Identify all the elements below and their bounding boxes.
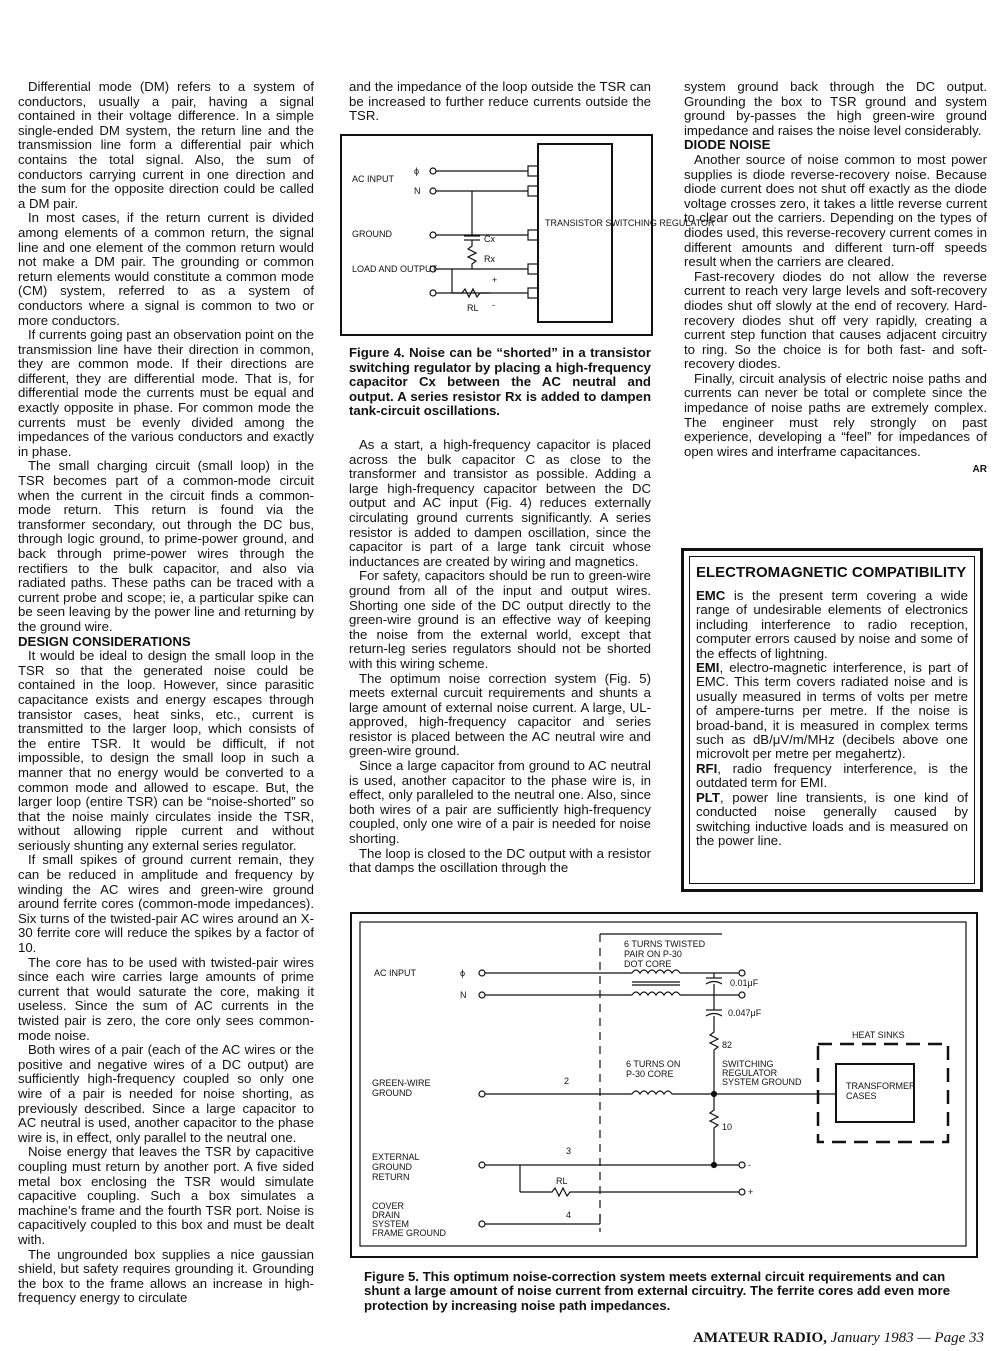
- definition: , radio frequency interference, is the outdated term for EMI.: [696, 760, 968, 791]
- page-footer: [693, 1330, 984, 1347]
- label-minus: -: [492, 300, 495, 310]
- label-turns-twisted-2: PAIR ON P-30: [624, 949, 682, 959]
- paragraph: If small spikes of ground current remain, they can be reduced in amplitude and frequency by winding the AC wires and green-wire ground around ferrite cores (common-mode impedances). Six turns of the twisted-pair AC wires around an X-30 ferrite core will reduce the spikes by a factor of 10.: [18, 852, 314, 956]
- label-plus: +: [492, 275, 498, 285]
- text-column-2-continued: [349, 438, 651, 876]
- label-node-4: 4: [566, 1210, 572, 1220]
- emc-sidebar-box: [681, 548, 983, 892]
- paragraph: Noise energy that leaves the TSR by capacitive coupling must return by another port. A five sided metal box enclosing the TSR would simulate capacitive coupling. Such a box simulates a machine’s frame and the fourth TSR port. Noise is capacitively coupled to this box and must be dealt with.: [18, 1144, 314, 1247]
- paragraph: For safety, capacitors should be run to green-wire ground from all of the input and output wires. Shorting one side of the DC output directly to the green-wire ground is an effective way of keeping the noise from the external world, except that return-leg series regulators should not be shorted with this wiring scheme.: [349, 568, 651, 671]
- label-neutral: N: [460, 990, 467, 1000]
- paragraph: Fast-recovery diodes do not allow the reverse current to reach very large levels and soft-recovery diodes shut off slowly at the end of recovery. Hard-recovery diodes shut off very rapidly, creating a current step function that causes adjacent circuitry to ring. So the choice is for both fast- and soft-recovery diodes.: [684, 268, 987, 372]
- label-turns-twisted-3: DOT CORE: [624, 959, 672, 969]
- paragraph: In most cases, if the return current is divided among elements of a common return, the signal line and one element of the common return would not make a DM pair. The grounding or common return elements would constitute a common mode (CM) system, referred to as a system of conductors where a signal is common to two or more conductors.: [18, 210, 314, 328]
- label-transformer-2: CASES: [846, 1091, 877, 1101]
- text-column-2: [349, 80, 651, 124]
- paragraph: The optimum noise correction system (Fig. 5) meets external curcuit requirements and shunts a large amount of external noise current. A large, UL-approved, high-frequency capacitor and series resistor is placed between the AC neutral wire and green-wire ground.: [349, 670, 651, 759]
- section-heading: DESIGN CONSIDERATIONS: [18, 633, 191, 649]
- emi-definition: [696, 661, 968, 762]
- figure-4-schematic: [342, 136, 715, 334]
- figure-5-schematic: [352, 914, 976, 1256]
- definition: , electro-magnetic interference, is part of EMC. This term covers radiated noise and is usually measured in terms of volts per metre of ampere-turns per metre. If the noise is broad-band, it is measured in complex terms such as dB/μV/m/MHz (decibels above one microvolt per metre per megahertz).: [696, 660, 968, 762]
- section-heading: DIODE NOISE: [684, 137, 771, 153]
- label-phase: ϕ: [414, 166, 420, 176]
- figure-5-caption: Figure 5. This optimum noise-correction system meets external circuit requirements and can shunt a large amount of noise current from external circuitry. The ferrite cores add even more protection by increasing noise path impedances.: [364, 1269, 951, 1313]
- label-ground: GROUND: [352, 229, 392, 239]
- label-switching-1: SWITCHING: [722, 1059, 774, 1069]
- paragraph: The core has to be used with twisted-pair wires since each wire carries large amounts of prime current that would saturate the core, making it useless. Since the sum of AC currents in the twisted pair is zero, the core only sees common-mode noise.: [18, 954, 314, 1043]
- label-load-output: LOAD AND OUTPUT: [352, 264, 438, 274]
- rfi-definition: [696, 762, 968, 791]
- issue-date: January 1983: [830, 1330, 914, 1346]
- label-phase: ϕ: [460, 968, 466, 978]
- label-green-wire-1: GREEN-WIRE: [372, 1078, 431, 1088]
- emc-title: ELECTROMAGNETIC COMPATIBILITY: [696, 564, 967, 581]
- paragraph: Finally, circuit analysis of electric noise paths and currents can never be total or complete since the impedance of noise paths are extremely complex. The engineer must rely strongly on past experience, developing a “feel” for impedances of open wires and interframe capacitances.: [684, 370, 987, 459]
- term: PLT: [696, 789, 720, 805]
- label-ac-input: AC INPUT: [374, 968, 417, 978]
- label-cover-3: SYSTEM: [372, 1219, 410, 1229]
- definition: , power line transients, is one kind of conducted noise generally caused by switching inductive loads and is measured on the power line.: [696, 789, 968, 848]
- page-number: — Page 33: [917, 1330, 984, 1346]
- paragraph: It would be ideal to design the small loop in the TSR so that the generated noise could be contained in the loop. However, since parasitic capacitance exists and energy escapes through transistor cases, heat sinks, etc., current is transmitted to the larger loop, which consists of the entire TSR. It would be difficult, if not impossible, to design the small loop in such a manner that no energy would be converted to a common mode and allowed to escape. But, the larger loop (entire TSR) can be “noise-shorted” so that the noise mainly circulates inside the TSR, without allowing ripple current and without seriously shunting any external series regulator.: [18, 648, 314, 853]
- label-transformer-1: TRANSFORMER: [846, 1081, 916, 1091]
- label-rl: RL: [556, 1176, 568, 1186]
- label-neutral: N: [414, 186, 421, 196]
- label-heat-sinks: HEAT SINKS: [852, 1030, 905, 1040]
- label-cover-1: COVER: [372, 1201, 405, 1211]
- label-cx: Cx: [484, 234, 495, 244]
- paragraph: The loop is closed to the DC output with a resistor that damps the oscillation through the: [349, 845, 651, 876]
- end-mark: AR: [972, 464, 987, 476]
- paragraph: As a start, a high-frequency capacitor is placed across the bulk capacitor C as close to the transformer and transistor as possible. Adding a large high-frequency capacitor between the DC output and AC input (Fig. 4) reduces externally circulating ground currents significantly. A series resistor is added to dampen oscillation, since the capacitor is part of a large tank circuit whose inductances are created by wiring and magnetics.: [349, 437, 651, 569]
- plt-definition: [696, 791, 968, 849]
- figure-4-diagram: [340, 134, 715, 336]
- label-node-2: 2: [564, 1076, 570, 1086]
- text-column-3: [684, 80, 987, 478]
- label-node-3: 3: [566, 1146, 572, 1156]
- label-rl: RL: [467, 303, 479, 313]
- label-turns-on-2: P-30 CORE: [626, 1069, 674, 1079]
- paragraph: The ungrounded box supplies a nice gaussian shield, but safety requires grounding it. Grounding the box to the frame allows an increase in high-frequency energy to circulate: [18, 1246, 314, 1306]
- label-ext-2: GROUND: [372, 1162, 412, 1172]
- emc-definition: [696, 589, 968, 661]
- term: EMC: [696, 588, 726, 603]
- label-switching-3: SYSTEM GROUND: [722, 1077, 802, 1087]
- magazine-name: AMATEUR RADIO,: [693, 1330, 827, 1346]
- paragraph: and the impedance of the loop outside the TSR can be increased to further reduce currents outside the TSR.: [349, 79, 651, 124]
- label-ext-1: EXTERNAL: [372, 1152, 420, 1162]
- paragraph: If currents going past an observation point on the transmission line have their direction in common, they are common mode. If their directions are different, they are differential mode. That is, for differential mode the currents must be equal and exactly opposite in phase. For common mode the currents must be evenly divided among the impedances of the various conductors and exactly in phase.: [18, 327, 314, 459]
- emc-sidebar-inner: [689, 556, 975, 884]
- label-minus: -: [748, 1160, 751, 1170]
- label-switching-2: REGULATOR: [722, 1068, 778, 1078]
- label-green-wire-2: GROUND: [372, 1088, 412, 1098]
- label-cap2: 0.047μF: [728, 1008, 762, 1018]
- paragraph: Differential mode (DM) refers to a system of conductors, usually a pair, having a signal contained in their voltage difference. In a simple single-ended DM system, the return line and the transmission line form a differential pair which contains the total signal. Also, the sum of conductors carrying current in one direction and the sum for the opposite direction could be called a DM pair.: [18, 79, 314, 211]
- label-cover-2: DRAIN: [372, 1210, 401, 1220]
- figure-5-diagram: [350, 912, 978, 1258]
- label-cap1: 0.01μF: [730, 978, 759, 988]
- paragraph: Another source of noise common to most power supplies is diode reverse-recovery noise. Because diode current does not shut off exactly as the diode voltage crosses zero, it takes a little reverse current to clear out the carriers. Depending on the types of diodes used, this reverse-recovery current comes in different amounts and different turn-off speeds result when the carriers are cleared.: [684, 151, 987, 270]
- label-r82: 82: [722, 1040, 733, 1050]
- paragraph: system ground back through the DC output. Grounding the box to TSR ground and system ground by-passes the high green-wire ground impedance and raises the noise level considerably.: [684, 79, 987, 138]
- label-ac-input: AC INPUT: [352, 174, 395, 184]
- label-plus: +: [748, 1187, 754, 1197]
- label-r10: 10: [722, 1122, 733, 1132]
- term: RFI: [696, 760, 718, 776]
- paragraph: Both wires of a pair (each of the AC wires or the positive and negative wires of a DC output) are sufficiently high-frequency coupled so only one wire of a pair is needed for noise shorting, as previously described. Since a large capacitor to AC neutral is used, another capacitor to the phase wire is, in effect, only parallel to the neutral one.: [18, 1042, 314, 1145]
- definition: is the present term covering a wide range of undesirable elements of electronics including interference to radio reception, computer errors caused by noise and some of the effects of lightning.: [696, 588, 968, 661]
- term: EMI: [696, 660, 720, 676]
- text-column-1: [18, 80, 314, 1306]
- paragraph: Since a large capacitor from ground to AC neutral is used, another capacitor to the phase wire is, in effect, only paralleled to the neutral one. Also, since both wires of a pair are sufficiently high-frequency coupled, only one wire of a pair is needed for noise shorting.: [349, 758, 651, 847]
- label-turns-on-1: 6 TURNS ON: [626, 1059, 681, 1069]
- figure-4-caption: Figure 4. Noise can be “shorted” in a transistor switching regulator by placing a high-frequency capacitor Cx between the AC neutral and output. A series resistor Rx is added to dampen tank-circuit oscillations.: [349, 345, 651, 419]
- label-turns-twisted-1: 6 TURNS TWISTED: [624, 939, 706, 949]
- label-ext-3: RETURN: [372, 1172, 410, 1182]
- label-rx: Rx: [484, 254, 495, 264]
- label-cover-4: FRAME GROUND: [372, 1228, 446, 1238]
- paragraph: The small charging circuit (small loop) in the TSR becomes part of a common-mode circuit when the current in the circuit finds a common-mode return. This return is found via the transformer secondary, out through the DC bus, through logic ground, to prime-power ground, and back through prime-power wires through the rectifiers to the bulk capacitor, and also via radiated paths. These paths can be traced with a current probe and scope; ie, a particular spike can be seen leaving by the power line and returning by the ground wire.: [18, 458, 314, 634]
- label-tsr: TRANSISTOR SWITCHING REGULATOR: [545, 218, 715, 228]
